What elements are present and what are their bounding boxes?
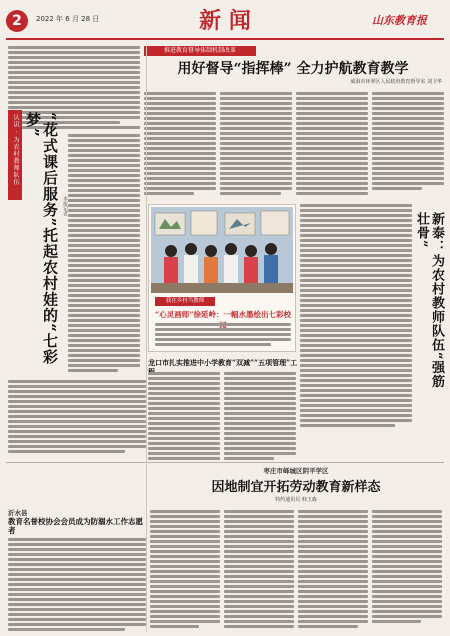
top-story-body-col2 bbox=[220, 92, 292, 200]
left-feature-byline: 本报记者 bbox=[62, 196, 68, 216]
series-tag-text: 认识 · 为农村教师队伍 bbox=[12, 114, 19, 186]
top-story-byline: 威海市环翠区人民政府教育督导室 刘卫华 bbox=[350, 79, 442, 85]
middle-story-title: 龙口市扎实推进中小学教育“双减”“五项管理”工 bbox=[148, 358, 298, 367]
middle-story-body-col1 bbox=[148, 372, 220, 464]
bottom-story-body-col4 bbox=[372, 510, 442, 630]
photo-story-body bbox=[155, 323, 291, 349]
masthead bbox=[0, 0, 450, 42]
classroom-photo bbox=[151, 207, 293, 293]
bottom-left-kicker: 沂水县 bbox=[8, 509, 28, 517]
top-story-body-col1 bbox=[144, 92, 216, 200]
bottom-story-kicker: 枣庄市峄城区阴平学区 bbox=[263, 467, 329, 475]
divider-bottom bbox=[6, 462, 444, 463]
bottom-story-body-col2 bbox=[224, 510, 294, 630]
bottom-story-byline: 特约通讯员 韩玉森 bbox=[275, 497, 317, 503]
photo bbox=[151, 207, 293, 293]
top-story bbox=[144, 44, 442, 88]
bottom-story-header bbox=[150, 466, 442, 506]
divider-left-column bbox=[146, 44, 147, 632]
right-feature-body bbox=[300, 204, 412, 428]
top-story-kicker: 推进教育督导体制机制改革 bbox=[144, 46, 256, 56]
left-feature-title: “花式课后服务”托起农村娃的“七彩梦” bbox=[24, 112, 59, 365]
section-title: 新 闻 bbox=[199, 8, 251, 34]
masthead-rule bbox=[6, 38, 444, 40]
bottom-story-body-col3 bbox=[298, 510, 368, 630]
left-feature-title-box bbox=[24, 112, 58, 374]
right-feature-title: 新泰：为农村教师队伍“强筋壮骨” bbox=[414, 212, 444, 389]
middle-story-body-col2 bbox=[224, 372, 296, 464]
top-story-title: 用好督导“指挥棒” 全力护航教育教学 bbox=[177, 61, 409, 77]
bottom-left-story bbox=[8, 508, 146, 632]
left-feature-body-col1 bbox=[68, 134, 140, 374]
left-feature-body-col2 bbox=[8, 380, 146, 456]
bottom-story-body-col1 bbox=[150, 510, 220, 630]
series-tag bbox=[8, 110, 22, 200]
top-story-body-col4 bbox=[372, 92, 444, 200]
bottom-story-title: 因地制宜开拓劳动教育新样态 bbox=[211, 480, 381, 495]
bottom-left-title: 教育名誉校协会会员成为防溺水工作志愿者 bbox=[8, 517, 143, 535]
bottom-left-body bbox=[8, 538, 146, 632]
top-story-body-col3 bbox=[296, 92, 368, 200]
photo-story-banner: 我在乡村当教师 bbox=[155, 297, 215, 306]
photo-story-title: “心灵画师”徐延岭：一幅水墨绘出七彩校 bbox=[154, 310, 292, 319]
issue-date: 2022 年 6 月 28 日 bbox=[36, 15, 100, 23]
photo-story bbox=[148, 204, 296, 352]
page-number: 2 bbox=[12, 13, 22, 29]
right-feature-title-box bbox=[414, 212, 444, 402]
newspaper-logo: 山东教育报 bbox=[372, 14, 427, 27]
